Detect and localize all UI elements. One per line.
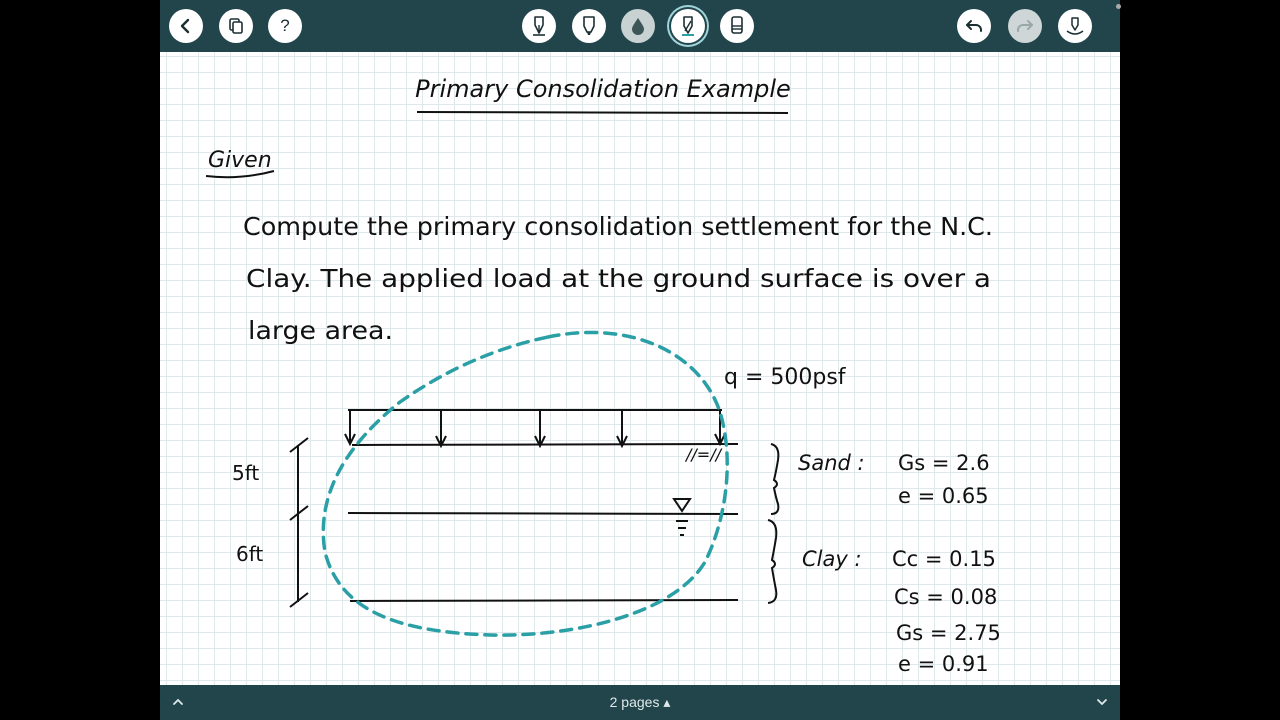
pages-copy-icon xyxy=(227,17,245,35)
water-table-symbol xyxy=(674,499,690,535)
help-label: ? xyxy=(280,16,290,35)
load-label: q = 500psf xyxy=(724,365,846,390)
handwritten-ink-layer xyxy=(160,52,1120,685)
clay-label: Clay : xyxy=(802,547,862,571)
highlighter-tool-button[interactable] xyxy=(671,9,705,43)
back-button[interactable] xyxy=(169,9,203,43)
chevron-down-icon[interactable] xyxy=(1095,695,1109,709)
pages-button[interactable] xyxy=(219,9,253,43)
note-page[interactable] xyxy=(160,52,1120,685)
eraser-icon xyxy=(727,15,747,37)
notes-app xyxy=(160,0,1120,720)
marker-icon xyxy=(579,15,599,37)
top-toolbar xyxy=(160,0,1120,52)
marker-tool-button[interactable] xyxy=(572,9,606,43)
distributed-load xyxy=(345,410,725,446)
clay-gs: Gs = 2.75 xyxy=(896,621,1001,645)
clay-thickness-label: 6ft xyxy=(236,542,264,566)
color-drop-icon xyxy=(629,16,647,36)
redo-button[interactable] xyxy=(1008,9,1042,43)
zoom-tool-button[interactable] xyxy=(1058,9,1092,43)
bottom-bar xyxy=(160,685,1120,720)
color-tool-button[interactable] xyxy=(621,9,655,43)
sand-gs: Gs = 2.6 xyxy=(898,451,990,475)
fountain-pen-icon xyxy=(529,15,549,37)
soil-profile xyxy=(348,444,738,601)
zoom-tool-icon xyxy=(1064,15,1086,37)
sand-label: Sand : xyxy=(798,451,865,475)
eraser-tool-button[interactable] xyxy=(720,9,754,43)
undo-icon xyxy=(965,18,983,34)
sand-brace xyxy=(771,444,778,514)
sand-thickness-label: 5ft xyxy=(232,461,260,485)
problem-line-2: Clay. The applied load at the ground surface is over a xyxy=(246,264,991,293)
clay-brace xyxy=(768,520,776,603)
clay-e: e = 0.91 xyxy=(898,652,989,676)
redo-icon xyxy=(1016,18,1034,34)
page-count-button[interactable]: 2 pages ▴ xyxy=(609,694,671,710)
undo-button[interactable] xyxy=(957,9,991,43)
highlighter-icon xyxy=(678,15,698,37)
problem-line-1: Compute the primary consolidation settlement for the N.C. xyxy=(243,212,993,241)
chevron-left-icon xyxy=(178,18,194,34)
given-label: Given xyxy=(208,148,272,173)
help-button[interactable] xyxy=(268,9,302,43)
highlight-loop xyxy=(323,332,727,635)
clay-cs: Cs = 0.08 xyxy=(894,585,998,609)
status-dot xyxy=(1116,4,1121,9)
ground-symbol: //=// xyxy=(686,445,721,464)
clay-cc: Cc = 0.15 xyxy=(892,547,996,571)
title-underline xyxy=(417,112,788,113)
sand-e: e = 0.65 xyxy=(898,484,989,508)
depth-dimension xyxy=(290,438,308,607)
pen-tool-button[interactable] xyxy=(522,9,556,43)
problem-line-3: large area. xyxy=(248,316,393,345)
note-title: Primary Consolidation Example xyxy=(415,75,791,103)
